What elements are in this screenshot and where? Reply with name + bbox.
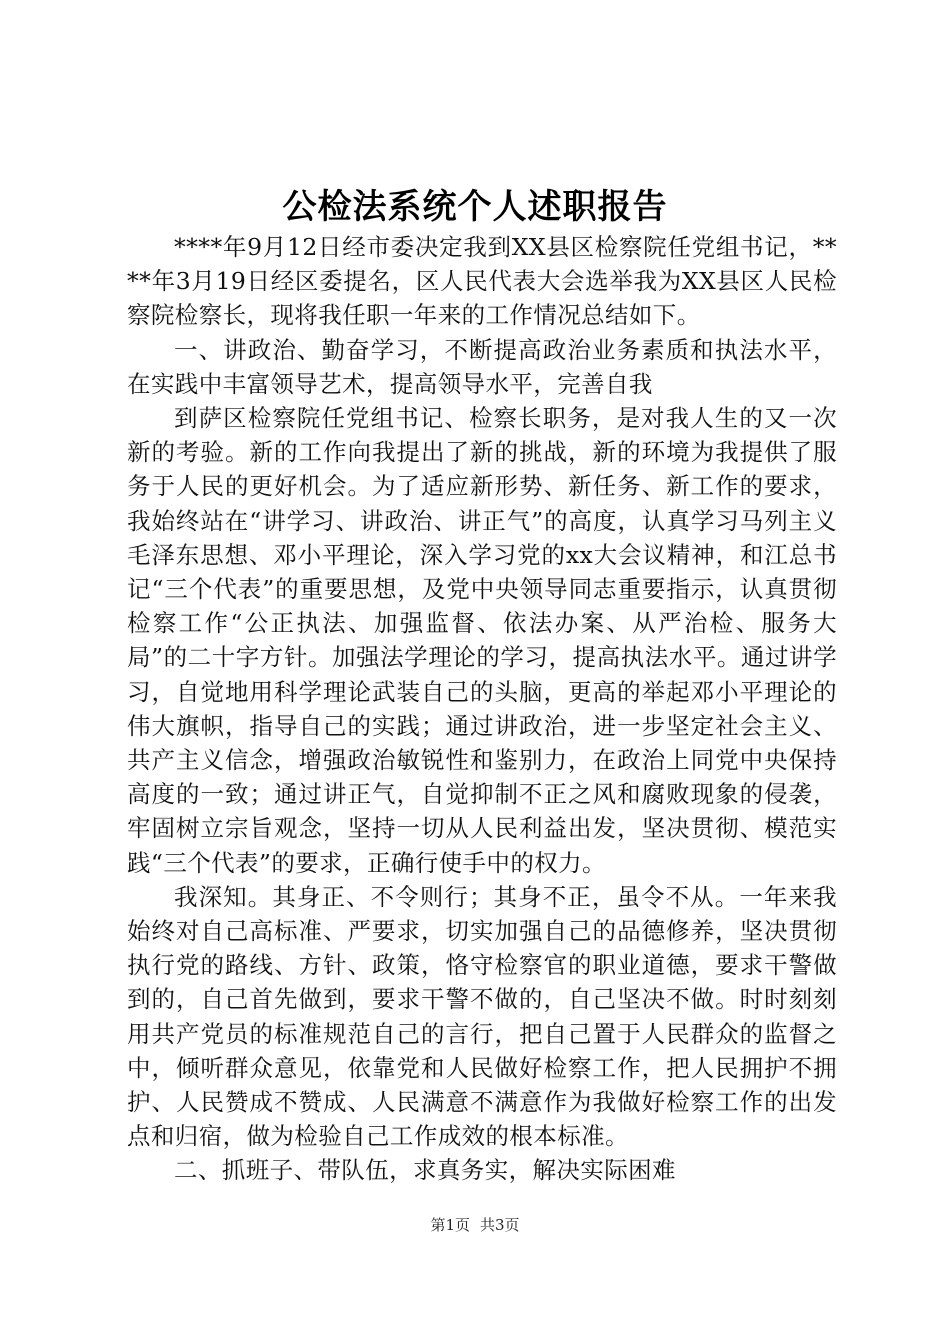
- section-heading-one: 一、讲政治、勤奋学习，不断提高政治业务素质和执法水平，在实践中丰富领导艺术，提高领导水平，完善自我: [127, 335, 837, 398]
- document-title: 公检法系统个人述职报告: [282, 187, 668, 227]
- page-number: 第1页: [430, 1216, 470, 1234]
- page-total: 共3页: [480, 1216, 520, 1234]
- paragraph-intro: ****年9月12日经市委决定我到XX县区检察院任党组书记，****年3月19日经区委提名，区人民代表大会选举我为XX县区人民检察院检察长，现将我任职一年来的工作情况总结如下。: [127, 233, 837, 330]
- paragraph-study: 到萨区检察院任党组书记、检察长职务，是对我人生的又一次新的考验。新的工作向我提出了新的挑战，新的环境为我提供了服务于人民的更好机会。为了适应新形势、新任务、新工作的要求，我始终站在“讲学习、讲政治、讲正气”的高度，认真学习马列主义毛泽东思想、邓小平理论，深入学习党的xx大会议精神，和江总书记“三个代表”的重要思想，及党中央领导同志重要指示，认真贯彻检察工作“公正执法、加强监督、依法办案、从严治检、服务大局”的二十字方针。加强法学理论的学习，提高执法水平。通过讲学习，自觉地用科学理论武装自己的头脑，更高的举起邓小平理论的伟大旗帜，指导自己的实践；通过讲政治，进一步坚定社会主义、共产主义信念，增强政治敏锐性和鉴别力，在政治上同党中央保持高度的一致；通过讲正气，自觉抑制不正之风和腐败现象的侵袭，牢固树立宗旨观念，坚持一切从人民利益出发，坚决贯彻、模范实践“三个代表”的要求，正确行使手中的权力。: [127, 404, 837, 877]
- document-body: [127, 230, 837, 1188]
- page-footer: [0, 1215, 950, 1235]
- section-heading-two: 二、抓班子、带队伍，求真务实，解决实际困难: [174, 1156, 676, 1185]
- paragraph-self-discipline: 我深知。其身正、不令则行；其身不正，虽令不从。一年来我始终对自己高标准、严要求，切实加强自己的品德修养，坚决贯彻执行党的路线、方针、政策，恪守检察官的职业道德，要求干警做到的，自己首先做到，要求干警不做的，自己坚决不做。时时刻刻用共产党员的标准规范自己的言行，把自己置于人民群众的监督之中，倾听群众意见，依靠党和人民做好检察工作，把人民拥护不拥护、人民赞成不赞成、人民满意不满意作为我做好检察工作的出发点和归宿，做为检验自己工作成效的根本标准。: [127, 882, 837, 1151]
